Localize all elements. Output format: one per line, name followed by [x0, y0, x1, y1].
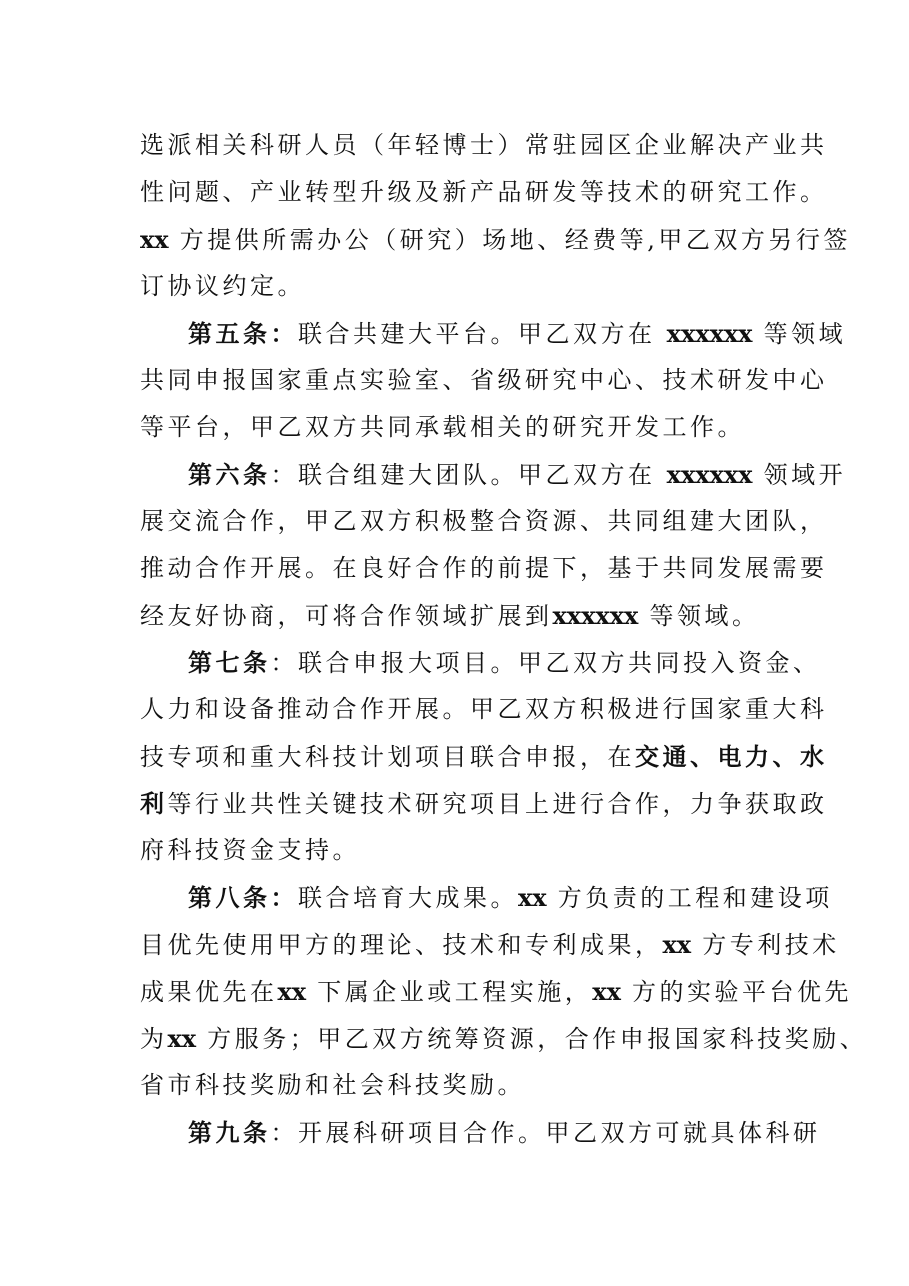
text-line: 共同申报国家重点实验室、省级研究中心、技术研发中心: [140, 366, 828, 394]
emphasis-text: 利: [140, 789, 168, 818]
text-span: ：: [270, 1119, 298, 1147]
text-span: 经友好协商，可将合作领域扩展到: [140, 602, 553, 630]
text-line: 选派相关科研人员（年轻博士）常驻园区企业解决产业共: [140, 131, 828, 159]
text-span: ：: [270, 461, 298, 489]
text-span: 开展科研项目合作。甲乙双方可就具体科研: [298, 1119, 821, 1147]
text-span: 领域开: [763, 461, 847, 489]
text-line: [140, 733, 828, 780]
text-line: [140, 592, 780, 639]
document-page: [140, 122, 868, 1156]
text-span: 等行业共性关键技术研究项目上进行合作，力争获取政: [167, 790, 828, 818]
text-span: 为: [140, 1025, 168, 1053]
field-placeholder: xxxxxx: [552, 601, 639, 630]
text-line: [140, 310, 847, 357]
text-span: 方的实验平台优先: [632, 978, 853, 1006]
text-span: 等领域。: [649, 602, 760, 630]
article-5: [140, 310, 847, 451]
party-placeholder: xx: [140, 225, 169, 254]
text-line: [140, 780, 828, 827]
text-line: [140, 874, 833, 921]
text-line: 展交流合作，甲乙双方积极整合资源、共同组建大团队，: [140, 507, 828, 535]
text-line: [140, 921, 840, 968]
text-line: 性问题、产业转型升级及新产品研发等技术的研究工作。: [140, 178, 828, 206]
text-span: 方提供所需办公（研究）场地、经费等,甲乙双方另行签: [179, 226, 851, 254]
text-span: 联合申报大项目。甲乙双方共同投入资金、: [298, 649, 821, 677]
text-line: 等平台，甲乙双方共同承载相关的研究开发工作。: [140, 413, 745, 441]
text-span: 成果优先在: [140, 978, 278, 1006]
text-span: 下属企业或工程实施，: [317, 978, 593, 1006]
article-7: [140, 639, 828, 874]
text-span: 方负责的工程和建设项: [557, 884, 833, 912]
text-line: 人力和设备推动合作开展。甲乙双方积极进行国家重大科: [140, 695, 828, 723]
text-line: 府科技资金支持。: [140, 836, 360, 864]
party-placeholder: xx: [662, 930, 692, 959]
field-placeholder: xxxxxx: [666, 319, 753, 348]
article-heading: 第六条: [188, 460, 271, 489]
text-line: [140, 1109, 821, 1156]
article-6: [140, 451, 847, 639]
party-placeholder: xx: [518, 883, 547, 912]
text-span: 等领域: [763, 320, 847, 348]
text-span: 方专利技术: [702, 931, 840, 959]
party-placeholder: xx: [592, 977, 621, 1006]
text-line: [140, 451, 847, 498]
text-span: 目优先使用甲方的理论、技术和专利成果，: [140, 931, 663, 959]
party-placeholder: xx: [277, 977, 307, 1006]
text-span: 联合共建大平台。甲乙双方在: [298, 320, 656, 348]
text-line: 订协议约定。: [140, 272, 305, 300]
article-heading: 第八条：: [188, 883, 298, 912]
article-heading: 第五条：: [188, 319, 298, 348]
text-line: [140, 639, 821, 686]
text-line: [140, 968, 853, 1015]
paragraph-continuation: [140, 122, 851, 310]
text-span: 联合培育大成果。: [298, 884, 518, 912]
party-placeholder: xx: [167, 1024, 197, 1053]
article-9: [140, 1109, 821, 1156]
text-line: 推动合作开展。在良好合作的前提下，基于共同发展需要: [140, 554, 828, 582]
text-span: ：: [270, 649, 298, 677]
text-span: 方服务；甲乙双方统筹资源，合作申报国家科技奖励、: [207, 1025, 868, 1053]
field-placeholder: xxxxxx: [666, 460, 753, 489]
text-line: [140, 216, 851, 263]
text-line: [140, 1015, 868, 1062]
text-span: 联合组建大团队。甲乙双方在: [298, 461, 656, 489]
text-line: 省市科技奖励和社会科技奖励。: [140, 1071, 525, 1099]
emphasis-text: 交通、电力、水: [635, 742, 828, 771]
article-heading: 第七条: [188, 648, 271, 677]
text-span: 技专项和重大科技计划项目联合申报，在: [140, 743, 635, 771]
article-8: [140, 874, 868, 1109]
article-heading: 第九条: [188, 1118, 271, 1147]
